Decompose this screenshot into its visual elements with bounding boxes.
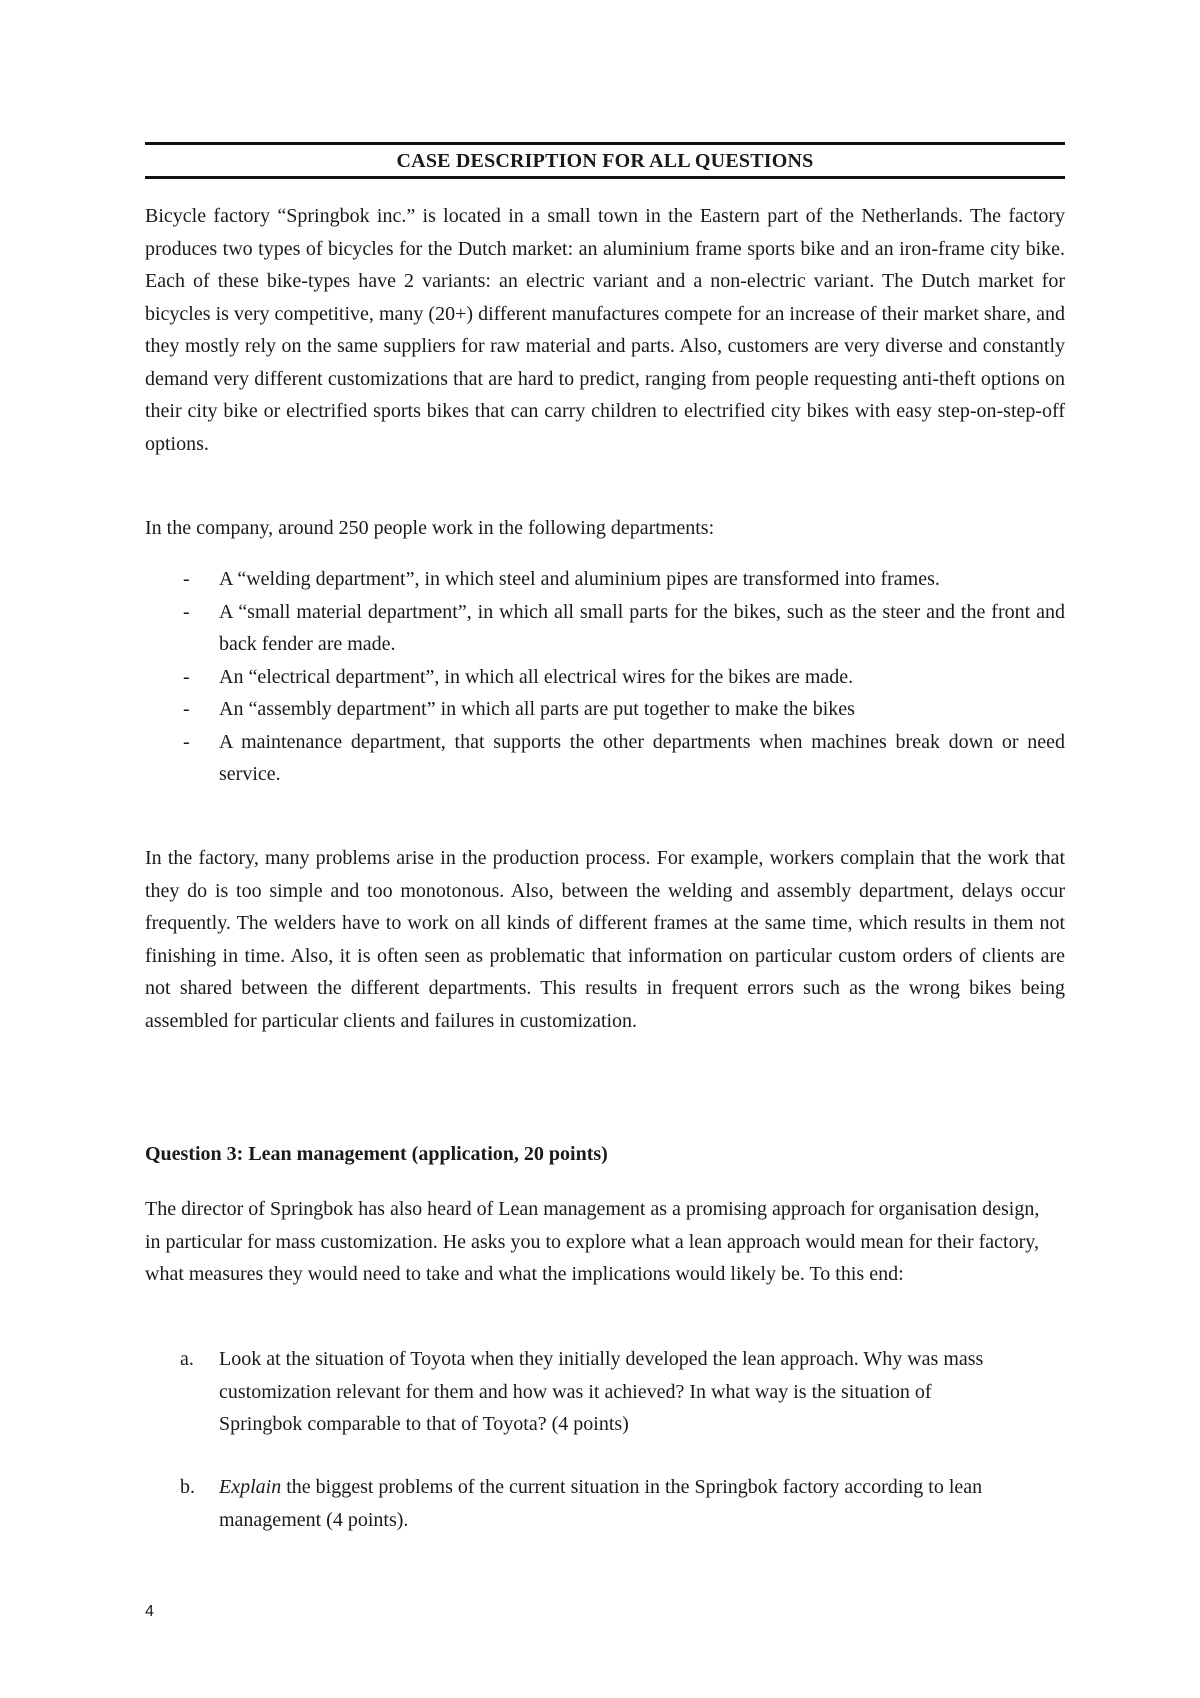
department-electrical: An “electrical department”, in which all electrical wires for the bikes are made. — [219, 665, 854, 688]
question-heading: Question 3: Lean management (application, 20 points) — [145, 1143, 608, 1165]
question-item-b — [145, 1471, 1005, 1536]
bullet-dash: - — [183, 730, 190, 753]
departments-list — [145, 563, 1065, 791]
departments-intro: In the company, around 250 people work in the following departments: — [145, 517, 715, 539]
list-item — [145, 596, 1065, 661]
department-maintenance: A maintenance department, that supports the other departments when machines break down or need service. — [219, 730, 1065, 785]
item-emphasis: Explain — [219, 1476, 282, 1498]
department-assembly: An “assembly department” in which all parts are put together to make the bikes — [219, 698, 855, 720]
title-bottom-rule — [145, 176, 1065, 179]
item-marker: b. — [180, 1476, 195, 1498]
question-intro: The director of Springbok has also heard of Lean management as a promising approach for organisation design, in particular for mass customization. He asks you to explore what a lean approach would mean for their factory, what measures they would need to take and what the implications would likely be. To this end: — [145, 1198, 1040, 1285]
bullet-dash: - — [183, 600, 190, 623]
bullet-dash: - — [183, 568, 190, 590]
bullet-dash: - — [183, 665, 190, 688]
page-number: 4 — [145, 1603, 154, 1620]
list-item — [145, 693, 1065, 726]
list-item — [145, 563, 1065, 596]
question-item-a — [145, 1343, 1005, 1441]
item-text: the biggest problems of the current situation in the Springbok factory according to lean management (4 points). — [219, 1476, 983, 1531]
bullet-dash: - — [183, 698, 190, 720]
list-item — [145, 726, 1065, 791]
department-welding: A “welding department”, in which steel and aluminium pipes are transformed into frames. — [219, 568, 940, 590]
case-intro-paragraph: Bicycle factory “Springbok inc.” is located in a small town in the Eastern part of the Netherlands. The factory produces two types of bicycles for the Dutch market: an aluminium frame sports bike and an iron-frame city bike. Each of these bike-types have 2 variants: an electric variant and a non-electric variant. The Dutch market for bicycles is very competitive, many (20+) different manufactures compete for an increase of their market share, and they mostly rely on the same suppliers for raw material and parts. Also, customers are very diverse and constantly demand very different customizations that are hard to predict, ranging from people requesting anti-theft options on their city bike or electrified sports bikes that can carry children to electrified city bikes with easy step-on-step-off options. — [145, 205, 1065, 455]
problems-paragraph: In the factory, many problems arise in the production process. For example, workers complain that the work that they do is too simple and too monotonous. Also, between the welding and assembly department, delays occur frequently. The welders have to work on all kinds of different frames at the same time, which results in them not finishing in time. Also, it is often seen as problematic that information on particular custom orders of clients are not shared between the different departments. This results in frequent errors such as the wrong bikes being assembled for particular clients and failures in customization. — [145, 847, 1065, 1032]
item-marker: a. — [180, 1348, 194, 1370]
department-small-material: A “small material department”, in which all small parts for the bikes, such as the steer and the front and back fender are made. — [219, 600, 1065, 655]
list-item — [145, 661, 1065, 694]
item-text: Look at the situation of Toyota when they initially developed the lean approach. Why was mass customization relevant for them and how was it achieved? In what way is the situation of Springbok comparable to that of Toyota? (4 points) — [219, 1348, 984, 1435]
title-top-rule — [145, 142, 1065, 145]
case-title: CASE DESCRIPTION FOR ALL QUESTIONS — [396, 150, 814, 172]
